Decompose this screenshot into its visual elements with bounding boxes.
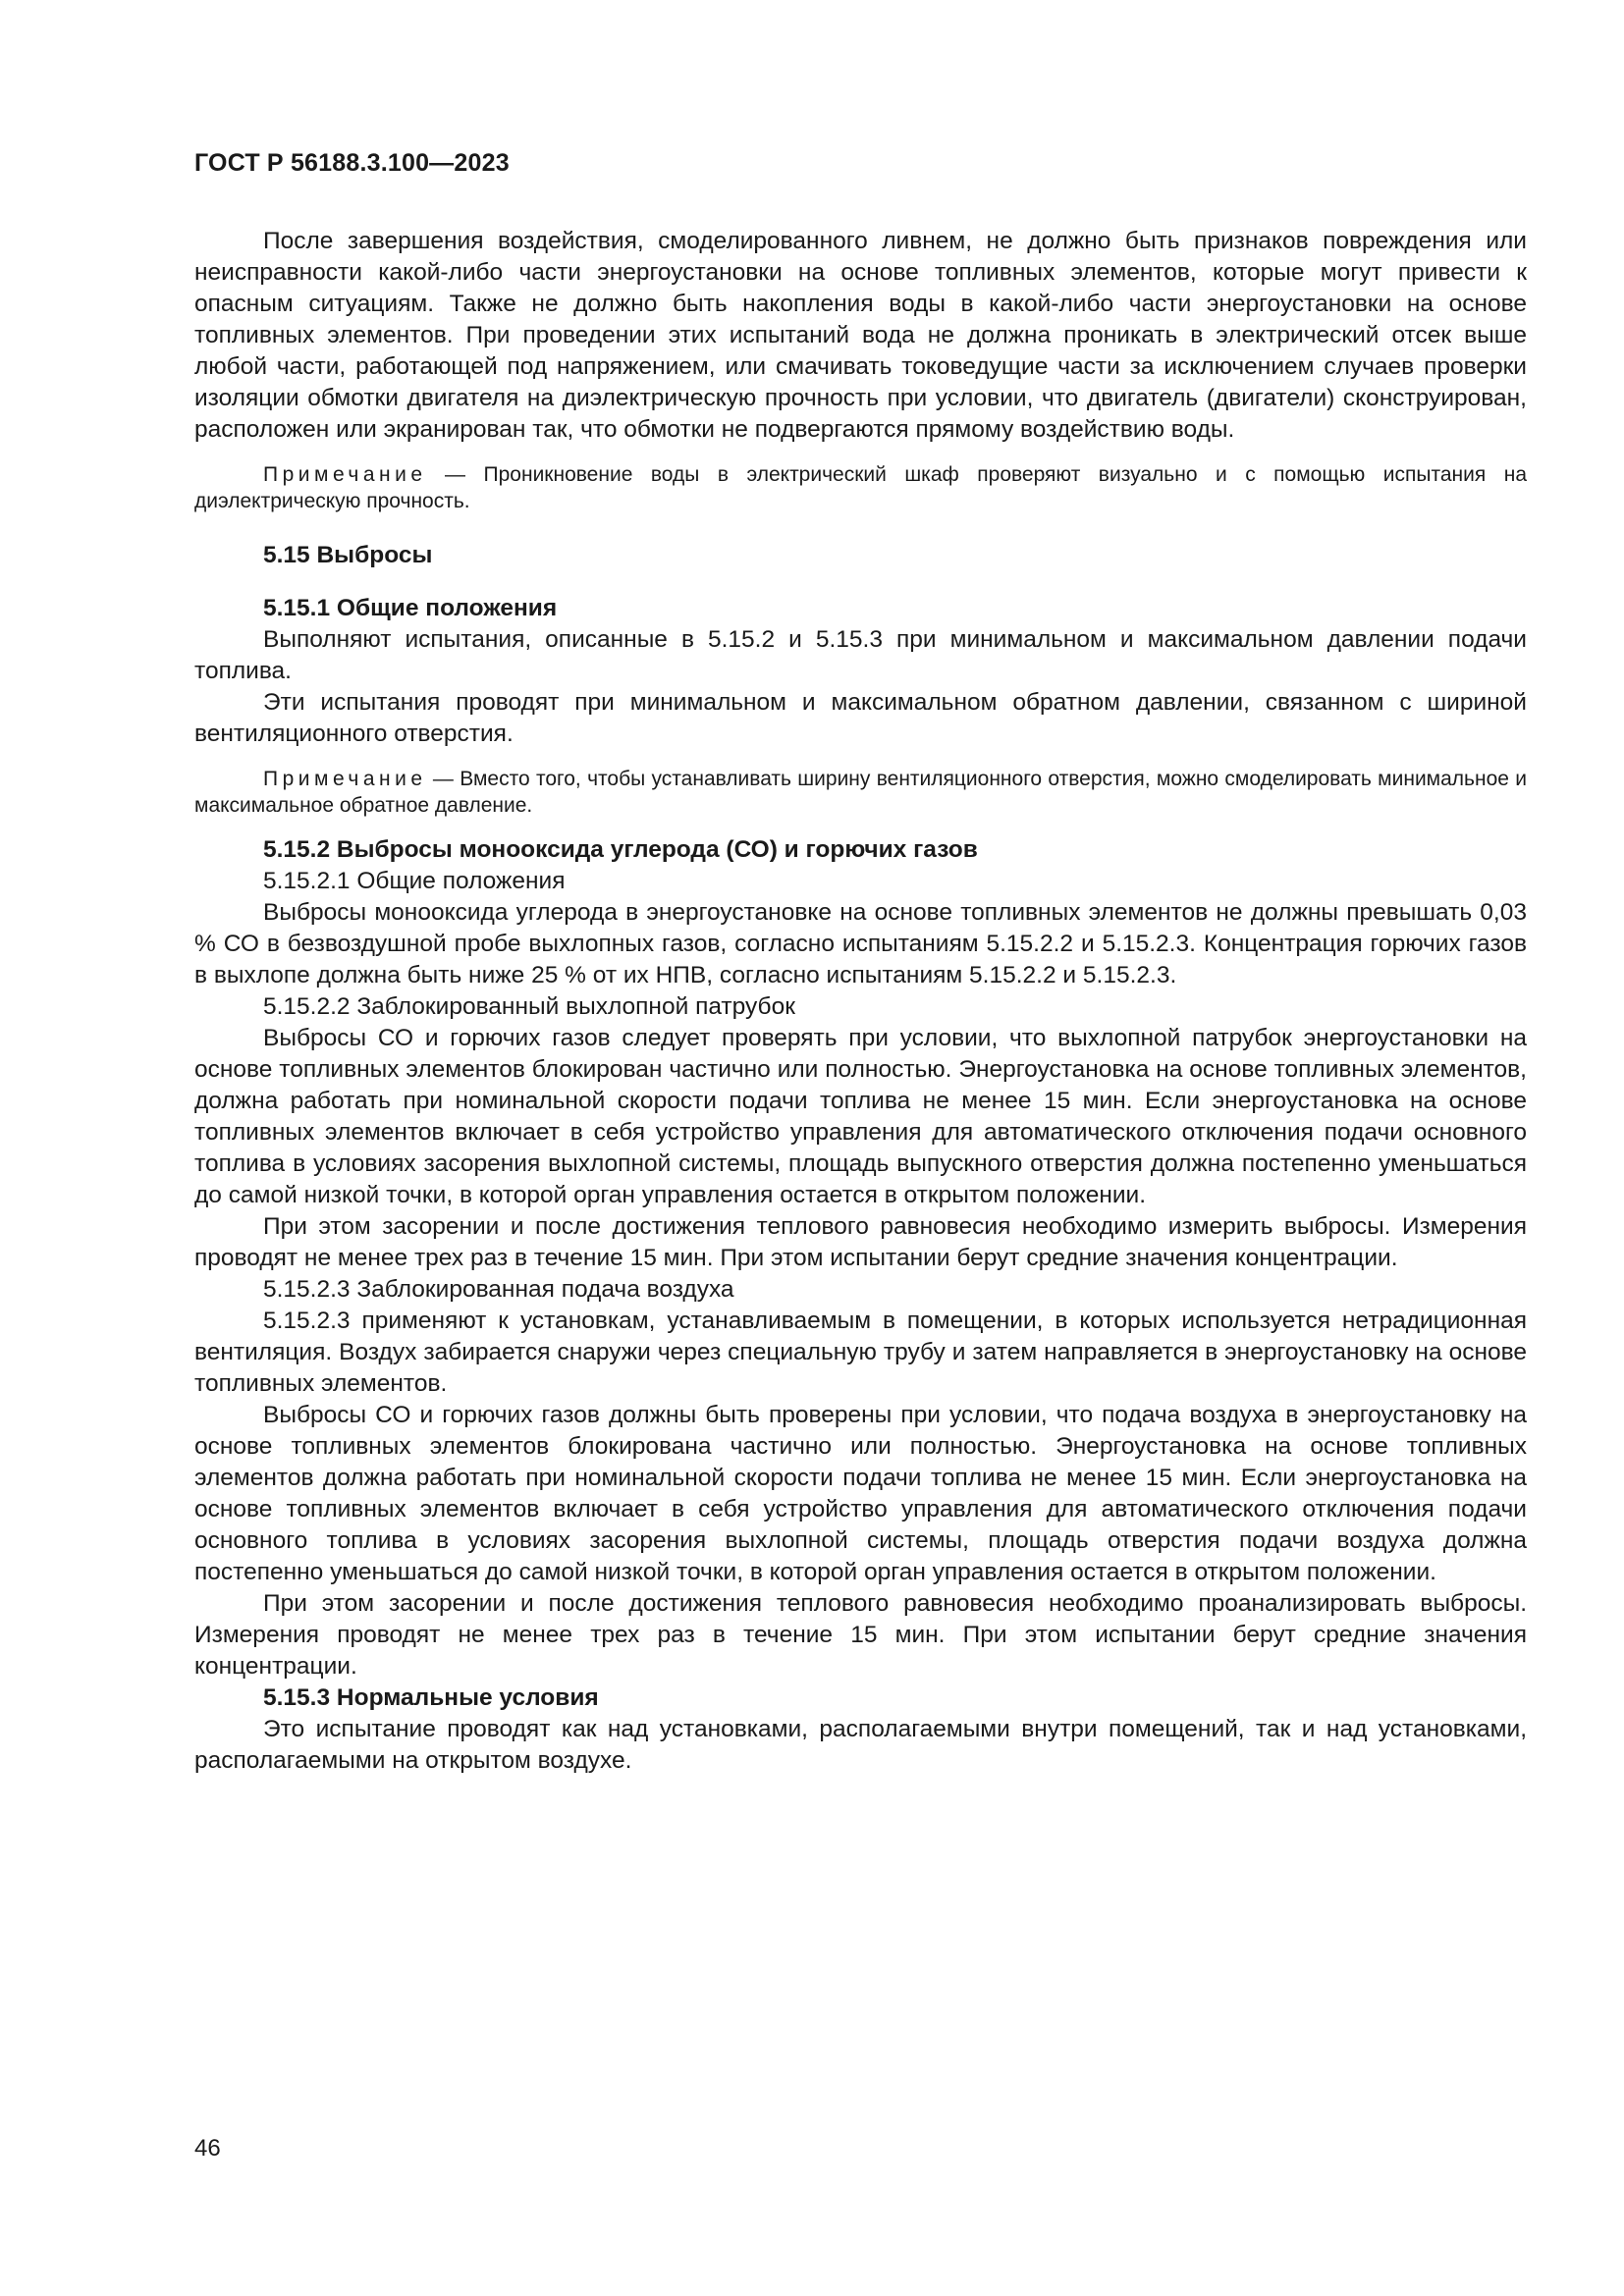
note-text: — Вместо того, чтобы устанавливать ширину вентиляционного отверстия, можно смоделировать минимальное и максимальное обратное давление. (194, 768, 1527, 817)
subsection-title: 5.15.2.3 Заблокированная подача воздуха (263, 1276, 734, 1303)
page-body (194, 226, 1527, 1777)
page-number: 46 (194, 2135, 221, 2162)
subsection-title: 5.15.2.2 Заблокированный выхлопной патрубок (263, 993, 795, 1020)
document-code-header: ГОСТ Р 56188.3.100—2023 (194, 149, 510, 177)
section-heading-5-15-2: 5.15.2 Выбросы монооксида углерода (СО) и горючих газов (263, 836, 978, 863)
note (194, 766, 1527, 819)
paragraph: Это испытание проводят как над установками, располагаемыми внутри помещений, так и над установками, располагаемыми на открытом воздухе. (194, 1716, 1527, 1774)
paragraph: 5.15.2.3 применяют к установкам, устанавливаемым в помещении, в которых используется нетрадиционная вентиляция. Воздух забирается снаружи через специальную трубу и затем направляется в энергоустановку на основе топливных элементов. (194, 1308, 1527, 1397)
note-text: — Проникновение воды в электрический шкаф проверяют визуально и с помощью испытания на диэлектрическую прочность. (194, 463, 1527, 512)
paragraph: После завершения воздействия, смоделированного ливнем, не должно быть признаков повреждения или неисправности какой-либо части энергоустановки на основе топливных элементов, которые могут привести к опасным ситуациям. Также не должно быть накопления воды в какой-либо части энергоустановки на основе топливных элементов. При проведении этих испытаний вода не должна проникать в электрический отсек выше любой части, работающей под напряжением, или смачивать токоведущие части за исключением случаев проверки изоляции обмотки двигателя на диэлектрическую прочность при условии, что двигатель (двигатели) сконструирован, расположен или экранирован так, что обмотки не подвергаются прямому воздействию воды. (194, 228, 1527, 443)
note (194, 461, 1527, 514)
section-heading-5-15: 5.15 Выбросы (263, 542, 433, 568)
subsection-title: 5.15.2.1 Общие положения (263, 868, 566, 894)
paragraph: Выбросы СО и горючих газов должны быть проверены при условии, что подача воздуха в энергоустановку на основе топливных элементов блокирована частично или полностью. Энергоустановка на основе топливных элементов должна работать при номинальной скорости подачи топлива не менее 15 мин. Если энергоустановка на основе топливных элементов включает в себя устройство управления для автоматического отключения подачи основного топлива в условиях засорения выхлопной системы, площадь отверстия подачи воздуха должна постепенно уменьшаться до самой низкой точки, в которой орган управления остается в открытом положении. (194, 1402, 1527, 1585)
section-heading-5-15-3: 5.15.3 Нормальные условия (263, 1684, 599, 1711)
paragraph: Выполняют испытания, описанные в 5.15.2 и 5.15.3 при минимальном и максимальном давлении подачи топлива. (194, 626, 1527, 684)
paragraph: Эти испытания проводят при минимальном и максимальном обратном давлении, связанном с шириной вентиляционного отверстия. (194, 689, 1527, 747)
note-label: Примечание (263, 463, 427, 486)
section-heading-5-15-1: 5.15.1 Общие положения (263, 595, 558, 621)
paragraph: При этом засорении и после достижения теплового равновесия необходимо проанализировать выбросы. Измерения проводят не менее трех раз в течение 15 мин. При этом испытании берут средние значения концентрации. (194, 1590, 1527, 1680)
paragraph: При этом засорении и после достижения теплового равновесия необходимо измерить выбросы. Измерения проводят не менее трех раз в течение 15 мин. При этом испытании берут средние значения концентрации. (194, 1213, 1527, 1271)
paragraph: Выбросы СО и горючих газов следует проверять при условии, что выхлопной патрубок энергоустановки на основе топливных элементов блокирован частично или полностью. Энергоустановка на основе топливных элементов, должна работать при номинальной скорости подачи топлива не менее 15 мин. Если энергоустановка на основе топливных элементов включает в себя устройство управления для автоматического отключения подачи основного топлива в условиях засорения выхлопной системы, площадь выпускного отверстия должна постепенно уменьшаться до самой низкой точки, в которой орган управления остается в открытом положении. (194, 1025, 1527, 1208)
paragraph: Выбросы монооксида углерода в энергоустановке на основе топливных элементов не должны превышать 0,03 % СО в безвоздушной пробе выхлопных газов, согласно испытаниям 5.15.2.2 и 5.15.2.3. Концентрация горючих газов в выхлопе должна быть ниже 25 % от их НПВ, согласно испытаниям 5.15.2.2 и 5.15.2.3. (194, 899, 1527, 988)
note-label: Примечание (263, 768, 427, 790)
